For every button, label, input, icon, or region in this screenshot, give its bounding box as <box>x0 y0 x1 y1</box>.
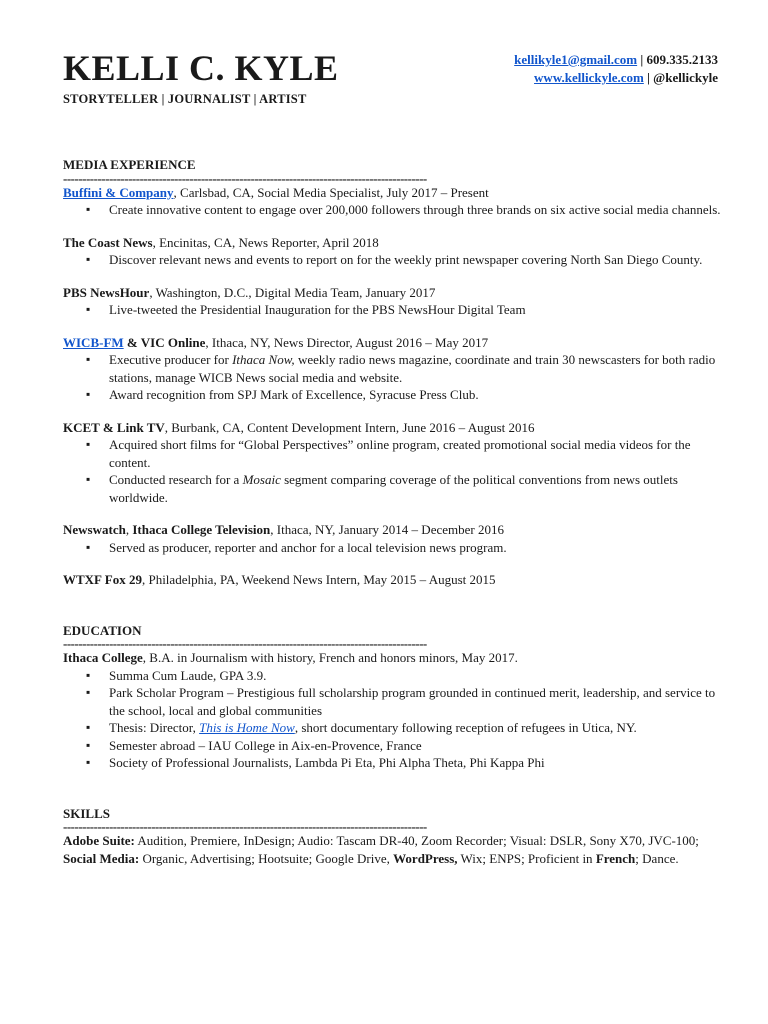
separator: , <box>125 522 133 537</box>
bullet-list <box>63 436 723 506</box>
bullet-list <box>63 301 723 319</box>
list-item: ▪ Semester abroad – IAU College in Aix-en-Provence, France <box>63 737 723 755</box>
skills-text <box>63 832 723 867</box>
section-divider: ----------------------------------------------------------------------------------------------- <box>63 639 427 649</box>
entry-details: , Carlsbad, CA, Social Media Specialist, July 2017 – Present <box>173 184 489 200</box>
skill-category: Adobe Suite: <box>63 833 135 848</box>
entry-pbs <box>63 284 723 319</box>
entry-kcet <box>63 419 723 507</box>
entry-wtxf <box>63 571 723 589</box>
org-link-wicb[interactable]: WICB-FM <box>63 334 124 350</box>
list-item: ▪ Live-tweeted the Presidential Inauguration for the PBS NewsHour Digital Team <box>63 301 723 319</box>
org-name: Newswatch <box>63 522 126 537</box>
skill-category: French <box>595 850 636 866</box>
entry-details: , Washington, D.C., Digital Media Team, January 2017 <box>149 284 436 300</box>
entry-newswatch <box>63 521 723 556</box>
bullet-text: weekly radio news magazine, coordinate and train 30 newscasters for both radio stations, manage WICB News social media and website. <box>109 352 716 385</box>
section-title-skills: SKILLS <box>63 805 110 821</box>
entry-details: , Ithaca, NY, News Director, August 2016 – May 2017 <box>205 334 489 350</box>
skill-category: WordPress, <box>393 850 458 866</box>
list-item <box>63 471 723 506</box>
skill-list: Organic, Advertising; Hootsuite; Google Drive, <box>139 850 394 866</box>
section-divider: ----------------------------------------------------------------------------------------------- <box>63 173 427 184</box>
list-item <box>63 351 723 386</box>
entry-buffini <box>63 184 723 219</box>
org-name: & VIC Online <box>123 334 206 350</box>
bullet-list <box>63 201 723 219</box>
skill-list: Wix; ENPS; Proficient in <box>457 850 596 866</box>
contact-block <box>514 51 718 87</box>
org-name: PBS NewsHour <box>63 284 150 300</box>
section-divider: ----------------------------------------------------------------------------------------------- <box>63 822 427 832</box>
tagline: STORYTELLER | JOURNALIST | ARTIST <box>63 92 307 106</box>
org-name: Ithaca College Television <box>132 522 271 537</box>
bullet-text: Thesis: Director, <box>109 720 200 735</box>
email-link[interactable]: kellikyle1@gmail.com <box>514 52 638 67</box>
skill-list: Audition, Premiere, InDesign; Audio: Tascam DR-40, Zoom Recorder; Visual: DSLR, Sony X70, JVC-100; <box>134 833 699 848</box>
list-item: ▪ Summa Cum Laude, GPA 3.9. <box>63 667 723 685</box>
entry-wicb <box>63 334 723 404</box>
bullet-text: segment comparing coverage of the political conventions from news outlets worldwide. <box>109 472 678 505</box>
section-title-education: EDUCATION <box>63 622 142 638</box>
skill-list: ; Dance. <box>635 850 679 866</box>
bullet-list <box>63 351 723 404</box>
program-title: Ithaca Now, <box>232 352 295 367</box>
list-item: ▪ Acquired short films for “Global Perspectives” online program, created promotional social media videos for the content. <box>63 436 723 471</box>
entry-details: , Ithaca, NY, January 2014 – December 2016 <box>270 522 504 537</box>
list-item: ▪ Society of Professional Journalists, Lambda Pi Eta, Phi Alpha Theta, Phi Kappa Phi <box>63 754 723 772</box>
bullet-list <box>63 539 723 557</box>
list-item: ▪ Discover relevant news and events to report on for the weekly print newspaper covering North San Diego County. <box>63 251 723 269</box>
bullet-list <box>63 251 723 269</box>
entry-details: , B.A. in Journalism with history, French and honors minors, May 2017. <box>142 650 518 665</box>
website-link[interactable]: www.kellickyle.com <box>534 70 644 85</box>
contact-line-2 <box>514 69 718 87</box>
section-title-media: MEDIA EXPERIENCE <box>63 157 196 172</box>
candidate-name: KELLI C. KYLE <box>63 48 339 88</box>
resume-body <box>63 156 723 867</box>
bullet-text: Executive producer for <box>109 352 233 367</box>
org-name: WTXF Fox 29 <box>63 572 142 587</box>
list-item: ▪ Award recognition from SPJ Mark of Excellence, Syracuse Press Club. <box>63 386 723 404</box>
list-item: ▪ Served as producer, reporter and anchor for a local television news program. <box>63 539 723 557</box>
entry-details: , Philadelphia, PA, Weekend News Intern, May 2015 – August 2015 <box>141 572 496 587</box>
bullet-text: Conducted research for a <box>109 472 243 487</box>
org-name: The Coast News <box>63 234 153 250</box>
list-item: ▪ Park Scholar Program – Prestigious full scholarship program grounded in continued merit, leadership, and service to the school, local and global communities <box>63 684 723 719</box>
thesis-film-link[interactable]: This is Home Now <box>199 720 295 735</box>
program-title: Mosaic <box>242 472 281 487</box>
org-name: Ithaca College <box>63 650 143 665</box>
bullet-list <box>63 667 723 772</box>
bullet-text: , short documentary following reception of refugees in Utica, NY. <box>294 720 637 735</box>
entry-coast-news <box>63 234 723 269</box>
org-name: KCET & Link TV <box>63 419 165 435</box>
phone-number: | 609.335.2133 <box>637 52 718 67</box>
list-item: ▪ Create innovative content to engage over 200,000 followers through three brands on six active social media channels. <box>63 201 723 219</box>
entry-details: , Burbank, CA, Content Development Intern, June 2016 – August 2016 <box>164 419 535 435</box>
entry-ithaca-college <box>63 649 723 772</box>
entry-details: , Encinitas, CA, News Reporter, April 2018 <box>152 234 379 250</box>
contact-line-1 <box>514 51 718 69</box>
org-link-buffini[interactable]: Buffini & Company <box>63 184 174 200</box>
list-item <box>63 719 723 737</box>
social-handle: | @kellickyle <box>643 70 718 85</box>
skill-category: Social Media: <box>63 850 140 866</box>
